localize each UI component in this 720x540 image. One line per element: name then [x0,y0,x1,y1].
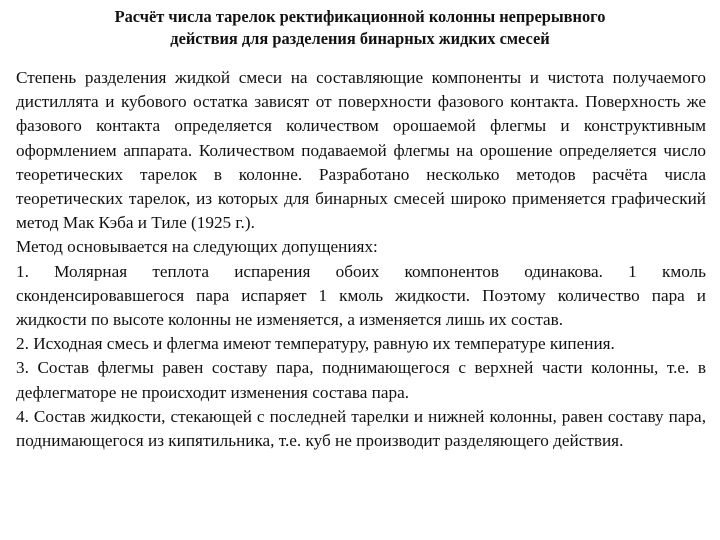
title-line-1: Расчёт числа тарелок ректификационной колонны непрерывного [114,7,606,26]
body-text [16,66,706,453]
title-line-2: действия для разделения бинарных жидких смесей [170,29,550,48]
assumption-2: 2. Исходная смесь и флегма имеют температуру, равную их температуре кипения. [16,334,615,354]
slide-title [40,6,680,50]
paragraph-intro: Степень разделения жидкой смеси на составляющие компоненты и чистота получаемого дистиллята и кубового остатка зависят от поверхности фазового контакта. Поверхность же фазового контакта определяется количеством орошаемой флегмы и конструктивным оформлением аппарата. Количеством подаваемой флегмы на орошение определяется число теоретических тарелок в колонне. Разработано несколько методов расчёта числа теоретических тарелок, из которых для бинарных смесей широко применяется графический метод Мак Кэба и Тиле (1925 г.). [16,68,706,233]
assumption-4: 4. Состав жидкости, стекающей с последней тарелки и нижней колонны, равен составу пара, поднимающегося из кипятильника, т.е. куб не производит разделяющего действия. [16,406,706,451]
assumption-1: 1. Молярная теплота испарения обоих компонентов одинакова. 1 кмоль сконденсировавшегося пара испаряет 1 кмоль жидкости. Поэтому количество пара и жидкости по высоте колонны не изменяется, а изменяется лишь их состав. [16,261,706,330]
paragraph-assumptions-heading: Метод основывается на следующих допущениях: [16,237,378,257]
assumption-3: 3. Состав флегмы равен составу пара, поднимающегося с верхней части колонны, т.е. в дефлегматоре не происходит изменения состава пара. [16,358,706,402]
